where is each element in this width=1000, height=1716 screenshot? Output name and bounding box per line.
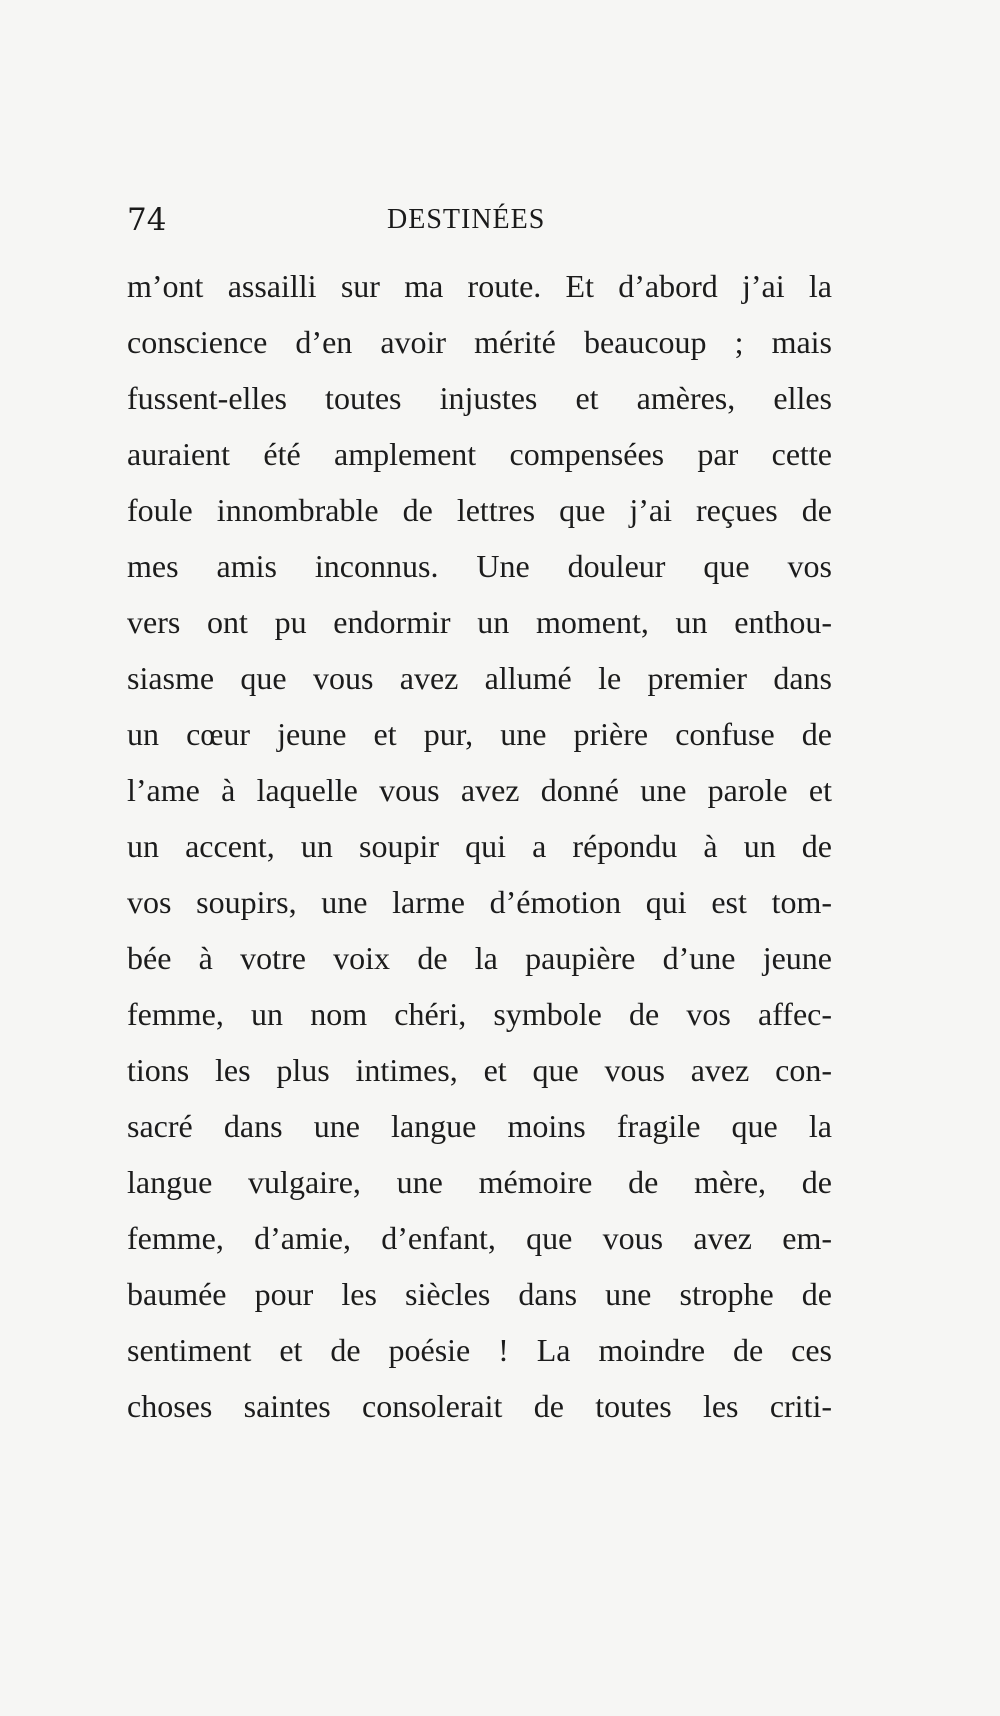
text-line: fussent-elles toutes injustes et amères, elles (127, 380, 832, 416)
text-line: tions les plus intimes, et que vous avez con- (127, 1052, 832, 1088)
text-line: vers ont pu endormir un moment, un enthou- (127, 604, 832, 640)
text-line: femme, d’amie, d’enfant, que vous avez em- (127, 1220, 832, 1256)
text-line: auraient été amplement compensées par cette (127, 436, 832, 472)
text-line: siasme que vous avez allumé le premier dans (127, 660, 832, 696)
text-line: conscience d’en avoir mérité beaucoup ; mais (127, 324, 832, 360)
text-line: sentiment et de poésie ! La moindre de ces (127, 1332, 832, 1368)
text-line: choses saintes consolerait de toutes les criti- (127, 1388, 832, 1424)
body-text (127, 258, 832, 1434)
running-head: DESTINÉES (387, 204, 546, 235)
text-line: un accent, un soupir qui a répondu à un de (127, 828, 832, 864)
page-number: 74 (127, 202, 167, 238)
text-line: foule innombrable de lettres que j’ai reçues de (127, 492, 832, 528)
text-line: mes amis inconnus. Une douleur que vos (127, 548, 832, 584)
text-line: baumée pour les siècles dans une strophe de (127, 1276, 832, 1312)
text-line: un cœur jeune et pur, une prière confuse de (127, 716, 832, 752)
text-line: femme, un nom chéri, symbole de vos affec- (127, 996, 832, 1032)
text-line: l’ame à laquelle vous avez donné une parole et (127, 772, 832, 808)
page-header (127, 202, 827, 252)
text-line: bée à votre voix de la paupière d’une jeune (127, 940, 832, 976)
text-line: langue vulgaire, une mémoire de mère, de (127, 1164, 832, 1200)
text-line: vos soupirs, une larme d’émotion qui est tom- (127, 884, 832, 920)
text-line: sacré dans une langue moins fragile que la (127, 1108, 832, 1144)
text-line: m’ont assailli sur ma route. Et d’abord j’ai la (127, 268, 832, 304)
